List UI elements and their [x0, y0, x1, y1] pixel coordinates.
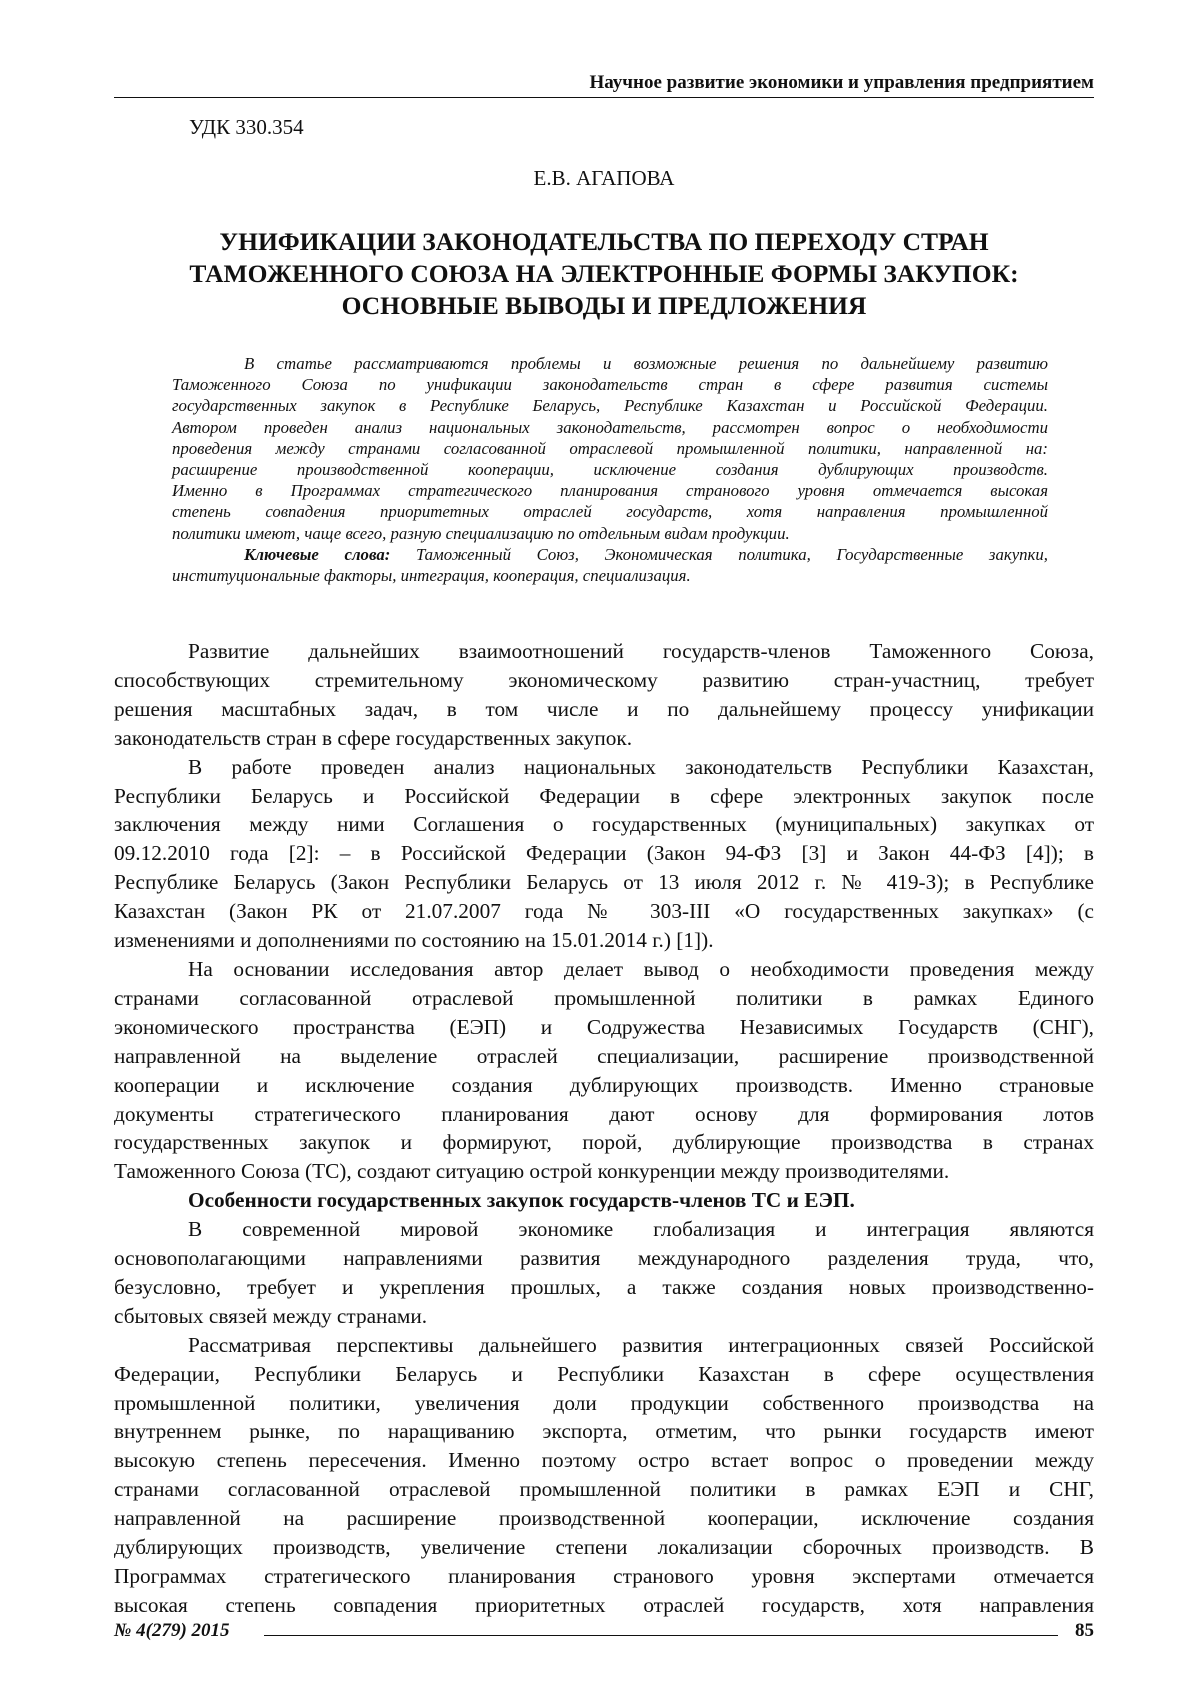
body-line: направленной на расширение производственной кооперации, исключение создания — [114, 1506, 1094, 1531]
header-rule — [114, 97, 1094, 98]
issue-number: № 4(279) 2015 — [114, 1620, 230, 1641]
body-line: высокую степень пересечения. Именно поэтому остро встает вопрос о проведении между — [114, 1448, 1094, 1473]
body-line: В работе проведен анализ национальных законодательств Республики Казахстан, — [188, 754, 1094, 779]
body-line: Республики Беларусь и Российской Федерации в сфере электронных закупок после — [114, 783, 1094, 808]
body-line: На основании исследования автор делает вывод о необходимости проведения между — [188, 956, 1094, 981]
body-line: дублирующих производств, увеличение степени локализации сборочных производств. В — [114, 1535, 1094, 1560]
abstract-line: степень совпадения приоритетных отраслей государств, хотя направления промышленной — [172, 502, 1048, 522]
body-line: промышленной политики, увеличения доли продукции собственного производства на — [114, 1390, 1094, 1415]
body-line: кооперации и исключение создания дублирующих производств. Именно страновые — [114, 1072, 1094, 1097]
keywords-label: Ключевые слова: — [244, 544, 391, 564]
body-line: безусловно, требует и укрепления прошлых, а также создания новых производственно- — [114, 1274, 1094, 1299]
body-line: Федерации, Республики Беларусь и Республики Казахстан в сфере осуществления — [114, 1361, 1094, 1386]
body-line: странами согласованной отраслевой промышленной политики в рамках ЕЭП и СНГ, — [114, 1477, 1094, 1502]
body-line: экономического пространства (ЕЭП) и Содружества Независимых Государств (СНГ), — [114, 1014, 1094, 1039]
body-line: Казахстан (Закон РК от 21.07.2007 года № 303-III «О государственных закупках» (с — [114, 899, 1094, 924]
body-line: направленной на выделение отраслей специализации, расширение производственной — [114, 1043, 1094, 1068]
running-header: Научное развитие экономики и управления предприятием — [589, 72, 1094, 93]
body-line: 09.12.2010 года [2]: – в Российской Федерации (Закон 94-ФЗ [3] и Закон 44-ФЗ [4]); в — [114, 841, 1094, 866]
abstract-line: Именно в Программах стратегического планирования странового уровня отмечается высокая — [172, 481, 1048, 501]
article-body — [114, 637, 1094, 1620]
title-line: ТАМОЖЕННОГО СОЮЗА НА ЭЛЕКТРОННЫЕ ФОРМЫ ЗАКУПОК: — [189, 259, 1019, 288]
abstract-line: Таможенного Союза по унификации законодательств стран в сфере развития системы — [172, 375, 1048, 395]
body-line: государственных закупок и формируют, порой, дублирующие производства в странах — [114, 1130, 1094, 1155]
udk-code: УДК 330.354 — [189, 115, 304, 139]
section-heading: Особенности государственных закупок государств-членов ТС и ЕЭП. — [188, 1188, 855, 1213]
page-number: 85 — [1075, 1620, 1094, 1641]
body-line: решения масштабных задач, в том числе и по дальнейшему процессу унификации — [114, 696, 1094, 721]
abstract-line: государственных закупок в Республике Беларусь, Республике Казахстан и Российской Федерации. — [172, 396, 1048, 416]
body-line: странами согласованной отраслевой промышленной политики в рамках Единого — [114, 985, 1094, 1010]
body-line: основополагающими направлениями развития международного разделения труда, что, — [114, 1246, 1094, 1271]
body-line: документы стратегического планирования дают основу для формирования лотов — [114, 1101, 1094, 1126]
body-line: Таможенного Союза (ТС), создают ситуацию острой конкуренции между производителями. — [114, 1159, 950, 1184]
abstract-line: Автором проведен анализ национальных законодательств, рассмотрен вопрос о необходимости — [172, 417, 1048, 437]
keywords-continued: институциональные факторы, интеграция, кооперация, специализация. — [172, 566, 691, 586]
abstract-line: расширение производственной кооперации, исключение создания дублирующих производств. — [172, 460, 1048, 480]
body-line: Развитие дальнейших взаимоотношений государств-членов Таможенного Союза, — [188, 639, 1094, 663]
keywords — [172, 544, 1048, 565]
body-line: изменениями и дополнениями по состоянию на 15.01.2014 г.) [1]). — [114, 928, 714, 953]
body-line: Программах стратегического планирования странового уровня экспертами отмечается — [114, 1564, 1094, 1588]
abstract-line: В статье рассматриваются проблемы и возможные решения по дальнейшему развитию — [244, 354, 1048, 373]
abstract-line: политики имеют, чаще всего, разную специализацию по отдельным видам продукции. — [172, 523, 790, 543]
body-line: внутреннем рынке, по наращиванию экспорта, отметим, что рынки государств имеют — [114, 1419, 1094, 1444]
keywords-text: Таможенный Союз, Экономическая политика, Государственные закупки, — [390, 544, 1048, 564]
body-line: Республике Беларусь (Закон Республики Беларусь от 13 июля 2012 г. № 419-З); в Республике — [114, 870, 1094, 895]
author-name: Е.В. АГАПОВА — [533, 166, 675, 190]
title-line: ОСНОВНЫЕ ВЫВОДЫ И ПРЕДЛОЖЕНИЯ — [341, 291, 867, 320]
page-footer — [114, 1620, 1094, 1644]
body-line: Рассматривая перспективы дальнейшего развития интеграционных связей Российской — [188, 1332, 1094, 1357]
abstract — [172, 353, 1048, 586]
body-line: сбытовых связей между странами. — [114, 1303, 428, 1328]
abstract-line: проведения между странами согласованной отраслевой промышленной политики, направленной на: — [172, 438, 1048, 458]
body-line: В современной мировой экономике глобализация и интеграция являются — [188, 1217, 1094, 1242]
body-line: способствующих стремительному экономическому развитию стран-участниц, требует — [114, 667, 1094, 692]
title-line: УНИФИКАЦИИ ЗАКОНОДАТЕЛЬСТВА ПО ПЕРЕХОДУ СТРАН — [219, 227, 989, 256]
body-line: законодательств стран в сфере государственных закупок. — [114, 725, 633, 750]
footer-rule — [264, 1635, 1058, 1636]
body-line: заключения между ними Соглашения о государственных (муниципальных) закупках от — [114, 812, 1094, 837]
article-title — [114, 226, 1094, 322]
body-line: высокая степень совпадения приоритетных отраслей государств, хотя направления — [114, 1592, 1094, 1617]
